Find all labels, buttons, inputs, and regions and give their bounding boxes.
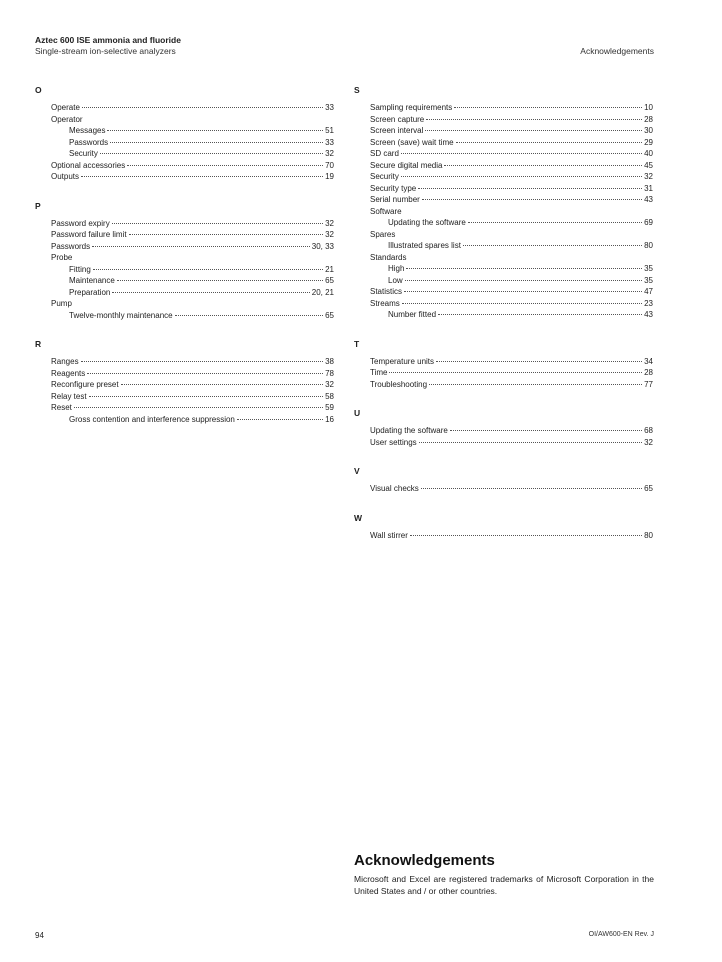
- index-entry-page: 40: [644, 149, 653, 158]
- index-entry-page: 33: [325, 103, 334, 112]
- index-entry-text: Updating the software: [370, 426, 448, 435]
- index-entry-text: Screen interval: [370, 126, 424, 135]
- index-entry-page: 38: [325, 357, 334, 366]
- dot-leader: [175, 315, 323, 316]
- index-entry: [354, 252, 653, 264]
- index-entry-page: 31: [644, 183, 653, 193]
- index-letter: R: [35, 339, 42, 349]
- index-entry-text: Maintenance: [69, 276, 115, 285]
- index-entry-text: Ranges: [51, 357, 79, 366]
- index-entry-page: 51: [325, 126, 334, 135]
- index-entry: [35, 241, 334, 253]
- index-entry: [35, 148, 334, 160]
- dot-leader: [81, 361, 324, 362]
- index-entry-page: 80: [644, 530, 653, 540]
- index-entry: [354, 217, 653, 229]
- index-entry: [354, 160, 653, 172]
- dot-leader: [456, 142, 643, 143]
- index-entry-text: Number fitted: [388, 310, 437, 319]
- index-entry: [354, 114, 653, 126]
- dot-leader: [100, 153, 323, 154]
- dot-leader: [401, 153, 642, 154]
- index-letter: T: [354, 338, 360, 349]
- dot-leader: [74, 407, 323, 408]
- index-entry: [354, 437, 653, 449]
- index-entry-text: Reagents: [51, 368, 86, 378]
- index-letter: O: [35, 85, 42, 95]
- index-entry-text: Operator: [51, 114, 83, 124]
- index-entry-text: Relay test: [51, 391, 87, 401]
- index-entry: [35, 298, 334, 310]
- index-entry-page: 59: [325, 403, 334, 412]
- index-letter: V: [354, 466, 360, 476]
- index-entry-text: Spares: [370, 229, 396, 239]
- index-entry-page: 65: [644, 484, 653, 493]
- dot-leader: [426, 119, 642, 120]
- index-entry-text: Messages: [69, 126, 106, 135]
- dot-leader: [444, 165, 642, 166]
- page-number: 94: [35, 931, 44, 940]
- index-entry: [35, 218, 334, 230]
- dot-leader: [107, 130, 323, 131]
- dot-leader: [436, 361, 642, 362]
- dot-leader: [425, 130, 642, 131]
- dot-leader: [237, 419, 323, 420]
- index-group-w: [354, 512, 653, 542]
- index-entry: [354, 425, 653, 437]
- index-entry-page: 45: [644, 160, 653, 170]
- index-group-p: [35, 200, 334, 322]
- index-entry: [354, 148, 653, 160]
- index-entry-text: SD card: [370, 149, 399, 158]
- acknowledgements-text: Microsoft and Excel are registered trademarks of Microsoft Corporation in the United States and / or other countries.: [354, 874, 654, 896]
- index-entry: [354, 125, 653, 137]
- index-entry: [35, 252, 334, 264]
- index-entry: [35, 114, 334, 126]
- index-entry: [354, 137, 653, 149]
- index-entry-page: 21: [325, 264, 334, 274]
- index-entry-text: High: [388, 264, 405, 273]
- dot-leader: [110, 142, 323, 143]
- dot-leader: [389, 372, 642, 373]
- index-entry-text: Fitting: [69, 264, 91, 274]
- index-entry-text: Visual checks: [370, 484, 419, 493]
- index-entry-text: Screen capture: [370, 114, 425, 124]
- dot-leader: [429, 384, 642, 385]
- index-column-right: [354, 84, 653, 541]
- index-entry-text: Password failure limit: [51, 230, 127, 239]
- index-entry-text: Updating the software: [388, 218, 466, 227]
- index-entry-text: Password expiry: [51, 218, 110, 228]
- dot-leader: [422, 199, 642, 200]
- dot-leader: [127, 165, 323, 166]
- index-entry-page: 32: [644, 172, 653, 181]
- dot-leader: [121, 384, 324, 385]
- index-entry: [35, 137, 334, 149]
- index-entry-page: 77: [644, 379, 653, 389]
- index-entry-text: Security type: [370, 183, 417, 193]
- index-entry-text: Troubleshooting: [370, 379, 428, 389]
- index-entry: [354, 275, 653, 287]
- index-letter: P: [35, 200, 41, 211]
- index-entry-page: 10: [644, 103, 653, 112]
- index-entry: [35, 414, 334, 426]
- index-entry-text: Passwords: [51, 241, 91, 251]
- dot-leader: [92, 246, 310, 247]
- dot-leader: [418, 188, 642, 189]
- index-entry-page: 30: [644, 126, 653, 135]
- index-group-o: [35, 84, 334, 183]
- index-entry-page: 69: [644, 218, 653, 227]
- index-entry: [35, 160, 334, 172]
- index-entry: [35, 310, 334, 322]
- index-entry-text: Wall stirrer: [370, 530, 408, 540]
- index-entry-text: Sampling requirements: [370, 103, 453, 112]
- dot-leader: [450, 430, 642, 431]
- index-entry: [354, 309, 653, 321]
- index-entry-text: Time: [370, 368, 388, 377]
- dot-leader: [421, 488, 642, 489]
- index-entry-page: 47: [644, 287, 653, 296]
- index-entry-page: 68: [644, 426, 653, 435]
- index-entry: [354, 263, 653, 275]
- document-title: Aztec 600 ISE ammonia and fluoride: [35, 35, 181, 45]
- index-entry-page: 32: [325, 230, 334, 239]
- index-entry-page: 35: [644, 275, 653, 285]
- index-entry-text: Probe: [51, 253, 73, 262]
- acknowledgements-title: Acknowledgements: [354, 852, 495, 869]
- dot-leader: [438, 314, 642, 315]
- index-entry: [354, 102, 653, 114]
- index-entry-text: User settings: [370, 437, 417, 447]
- dot-leader: [405, 280, 642, 281]
- dot-leader: [410, 535, 642, 536]
- index-entry-text: Passwords: [69, 137, 109, 147]
- dot-leader: [468, 222, 642, 223]
- index-entry-page: 80: [644, 241, 653, 250]
- dot-leader: [117, 280, 323, 281]
- dot-leader: [404, 291, 642, 292]
- index-entry-page: 32: [325, 380, 334, 389]
- index-entry: [35, 229, 334, 241]
- index-entry-page: 34: [644, 356, 653, 366]
- dot-leader: [402, 303, 642, 304]
- index-entry-text: Low: [388, 275, 403, 285]
- index-entry-page: 28: [644, 114, 653, 124]
- index-entry: [354, 286, 653, 298]
- index-entry-page: 70: [325, 160, 334, 170]
- index-entry-text: Standards: [370, 252, 407, 262]
- index-entry: [354, 367, 653, 379]
- index-entry-text: Security: [69, 149, 98, 158]
- index-group-r: [35, 338, 334, 425]
- index-entry: [35, 287, 334, 299]
- index-entry-text: Statistics: [370, 287, 403, 296]
- index-entry: [354, 171, 653, 183]
- index-entry: [35, 402, 334, 414]
- index-entry-text: Serial number: [370, 195, 420, 204]
- index-entry: [35, 356, 334, 368]
- index-entry-text: Operate: [51, 103, 80, 112]
- dot-leader: [454, 107, 642, 108]
- index-entry-text: Reconfigure preset: [51, 380, 119, 389]
- index-entry-text: Streams: [370, 298, 400, 308]
- index-entry: [35, 368, 334, 380]
- index-entry-page: 28: [644, 368, 653, 377]
- index-entry-text: Illustrated spares list: [388, 241, 461, 250]
- index-entry: [354, 229, 653, 241]
- acknowledgements-section: [354, 852, 654, 897]
- dot-leader: [419, 442, 642, 443]
- index-entry-page: 19: [325, 172, 334, 181]
- index-entry-page: 58: [325, 391, 334, 401]
- index-entry-text: Software: [370, 206, 402, 216]
- index-entry: [354, 379, 653, 391]
- document-subtitle: Single-stream ion-selective analyzers: [35, 46, 176, 56]
- index-entry-page: 35: [644, 264, 653, 273]
- dot-leader: [87, 373, 323, 374]
- index-entry-page: 23: [644, 298, 653, 308]
- index-entry-text: Gross contention and interference suppression: [69, 414, 235, 424]
- index-entry-page: 32: [325, 149, 334, 158]
- index-entry-page: 30, 33: [311, 241, 334, 251]
- index-entry-page: 78: [325, 368, 334, 378]
- index-entry-text: Outputs: [51, 172, 80, 181]
- index-entry-page: 43: [644, 310, 653, 319]
- index-entry: [35, 275, 334, 287]
- dot-leader: [401, 176, 642, 177]
- index-entry-text: Temperature units: [370, 356, 435, 366]
- dot-leader: [89, 396, 324, 397]
- index-entry-page: 43: [644, 195, 653, 204]
- index-entry-text: Preparation: [69, 287, 111, 297]
- index-entry: [354, 483, 653, 495]
- index-entry-page: 32: [644, 437, 653, 447]
- index-entry-text: Security: [370, 172, 399, 181]
- dot-leader: [81, 176, 323, 177]
- index-entry: [354, 356, 653, 368]
- index-entry-page: 16: [325, 414, 334, 424]
- index-entry-page: 65: [325, 310, 334, 320]
- index-group-t: [354, 338, 653, 391]
- document-code: OI/AW600-EN Rev. J: [588, 931, 654, 938]
- index-entry: [354, 206, 653, 218]
- index-entry-text: Pump: [51, 299, 72, 308]
- index-entry: [35, 125, 334, 137]
- dot-leader: [129, 234, 324, 235]
- index-entry-text: Screen (save) wait time: [370, 137, 454, 147]
- index-entry-page: 33: [325, 137, 334, 147]
- dot-leader: [112, 223, 323, 224]
- index-entry: [35, 171, 334, 183]
- index-group-s: [354, 84, 653, 321]
- dot-leader: [93, 269, 323, 270]
- index-entry: [354, 194, 653, 206]
- index-entry: [354, 183, 653, 195]
- index-letter: S: [354, 85, 360, 95]
- index-entry: [354, 298, 653, 310]
- index-entry-text: Secure digital media: [370, 160, 443, 170]
- index-entry-text: Reset: [51, 403, 72, 412]
- index-entry: [35, 391, 334, 403]
- index-column-left: [35, 84, 334, 425]
- index-entry-page: 32: [325, 218, 334, 228]
- index-entry: [35, 102, 334, 114]
- dot-leader: [82, 107, 323, 108]
- index-entry-page: 20, 21: [311, 287, 334, 297]
- index-entry: [35, 379, 334, 391]
- section-heading: Acknowledgements: [580, 46, 654, 56]
- index-entry: [354, 240, 653, 252]
- dot-leader: [463, 245, 642, 246]
- dot-leader: [406, 268, 642, 269]
- index-entry: [354, 530, 653, 542]
- dot-leader: [112, 292, 309, 293]
- index-entry-text: Optional accessories: [51, 160, 126, 170]
- index-letter: W: [354, 512, 363, 523]
- index-group-u: [354, 407, 653, 448]
- index-letter: U: [354, 408, 361, 418]
- index-entry-text: Twelve-monthly maintenance: [69, 310, 173, 320]
- index-entry-page: 29: [644, 137, 653, 147]
- index-group-v: [354, 465, 653, 495]
- index-entry-page: 65: [325, 276, 334, 285]
- index-entry: [35, 264, 334, 276]
